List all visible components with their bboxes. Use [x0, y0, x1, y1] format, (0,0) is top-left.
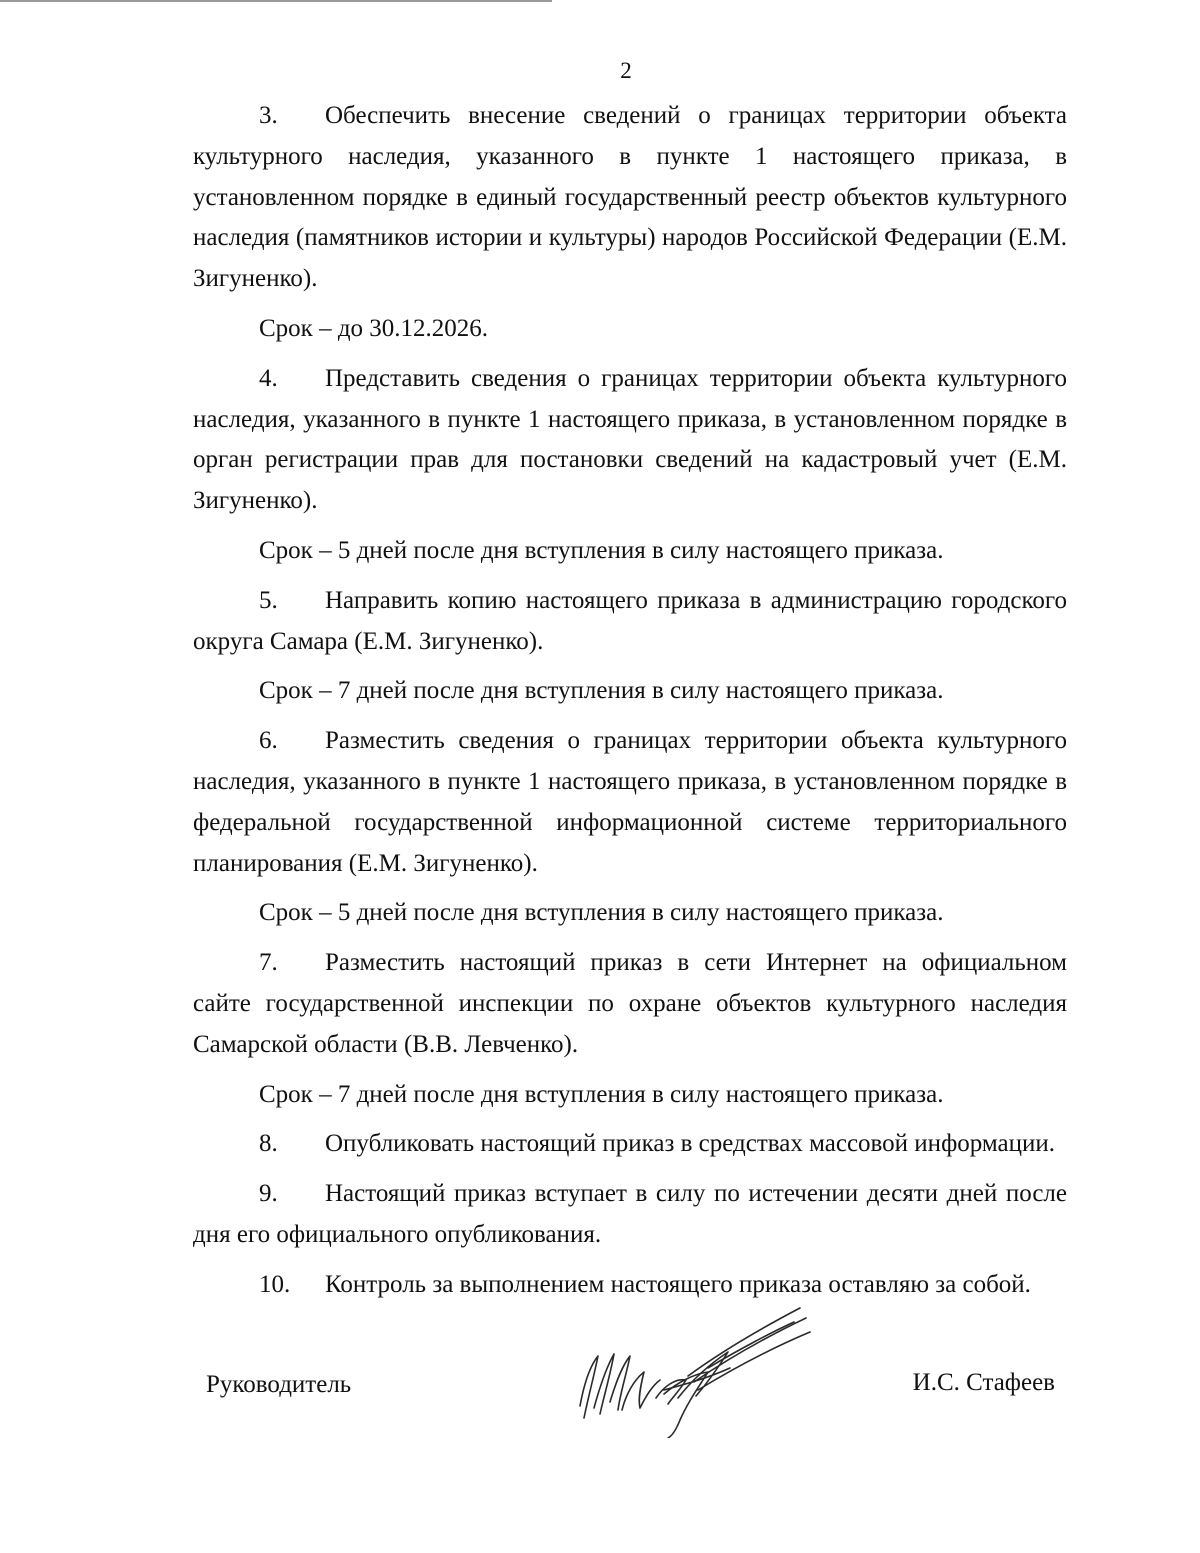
item-6-text: Разместить сведения о границах территории объекта культурного наследия, указанного в пункте 1 настоящего приказа, в установленном порядке в федеральной государственной информационной системе территориального планирования (Е.М. Зигуненко). — [193, 727, 1067, 877]
item-7-number: 7. — [259, 949, 278, 977]
item-8-text: Опубликовать настоящий приказ в средствах массовой информации. — [325, 1130, 1056, 1158]
item-3-deadline: Срок – до 30.12.2026. — [259, 314, 489, 342]
item-8-number: 8. — [259, 1130, 278, 1158]
item-4-text: Представить сведения о границах территории объекта культурного наследия, указанного в пункте 1 настоящего приказа, в установленном порядке в орган регистрации прав для постановки сведений на кадастровый учет (Е.М. Зигуненко). — [193, 364, 1067, 515]
signatory-name: И.С. Стафеев — [912, 1369, 1055, 1396]
item-10-text: Контроль за выполнением настоящего приказа оставляю за собой. — [325, 1270, 1031, 1298]
item-4-deadline: Срок – 5 дней после дня вступления в силу настоящего приказа. — [259, 536, 944, 564]
item-6-deadline: Срок – 5 дней после дня вступления в силу настоящего приказа. — [259, 899, 944, 927]
item-5-deadline: Срок – 7 дней после дня вступления в силу настоящего приказа. — [259, 677, 944, 705]
item-10-number: 10. — [259, 1270, 291, 1298]
handwritten-signature — [568, 1298, 818, 1438]
item-7-text: Разместить настоящий приказ в сети Интернет на официальном сайте государственной инспекции по охране объектов культурного наследия Самарской области (В.В. Левченко). — [193, 949, 1067, 1058]
page-number: 2 — [620, 58, 632, 83]
item-6-number: 6. — [259, 727, 278, 755]
item-3-number: 3. — [259, 102, 278, 129]
item-3-text: Обеспечить внесение сведений о границах территории объекта культурного наследия, указанного в пункте 1 настоящего приказа, в установленном порядке в единый государственный реестр объектов культурного наследия (памятников истории и культуры) народов Российской Федерации (Е.М. Зигуненко). — [193, 102, 1067, 293]
signatory-title: Руководитель — [206, 1371, 352, 1398]
item-4-number: 4. — [259, 364, 278, 392]
item-9-text: Настоящий приказ вступает в силу по истечении десяти дней после дня его официального опубликования. — [193, 1180, 1067, 1248]
item-5-number: 5. — [259, 586, 278, 614]
item-7-deadline: Срок – 7 дней после дня вступления в силу настоящего приказа. — [259, 1080, 944, 1108]
item-9-number: 9. — [259, 1180, 278, 1208]
item-5-text: Направить копию настоящего приказа в администрацию городского округа Самара (Е.М. Зигуненко). — [193, 586, 1067, 655]
